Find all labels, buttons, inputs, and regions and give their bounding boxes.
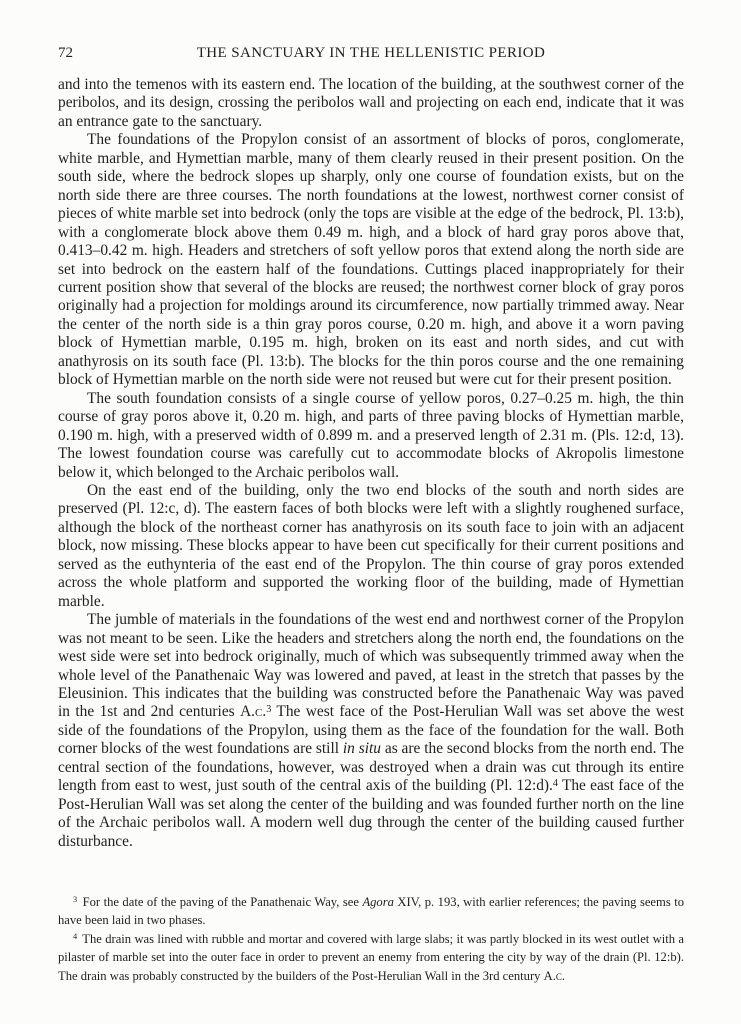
footnote xyxy=(58,893,684,930)
smallcaps-text-run: A.c. xyxy=(240,703,267,721)
text-run: The drain was lined with rubble and mortar and covered with large slabs; it was partly blocked in its west outlet with a pilaster of marble set into the outer face in order to prevent an enemy from entering the city by way of the drain (Pl. 12:b). The drain was probably constructed by the builders of the Post-Herulian Wall in the 3rd century xyxy=(58,931,684,983)
italic-text-run: in situ xyxy=(342,740,381,758)
paragraph xyxy=(58,482,684,611)
text-run: For the date of the paving of the Panathenaic Way, see xyxy=(79,895,363,909)
footnote-ref: 3 xyxy=(266,703,272,715)
text-run: The jumble of materials in the foundations of the west end and northwest corner of the Propylon was not meant to be seen. Like the headers and stretchers along the north end, the foundations on the west side were set into bedrock originally, much of which was subsequently trimmed away when the whole level of the Panathenaic Way was lowered and paved, at least in the stretch that passes by the Eleusinion. This indicates that the building was constructed before the Panathenaic Way was paved in the 1st and 2nd centuries xyxy=(58,611,684,721)
paragraph xyxy=(58,131,684,389)
footnotes xyxy=(58,893,684,985)
footnote-marker: 3 xyxy=(73,895,78,905)
text-run: and into the temenos with its eastern end. The location of the building, at the southwest corner of the peribolos, and its design, crossing the peribolos wall and projecting on each end, indicate that it was an entrance gate to the sanctuary. xyxy=(58,76,684,130)
running-header xyxy=(58,45,684,65)
footnote xyxy=(58,930,684,985)
italic-text-run: Agora xyxy=(362,895,394,909)
footnote-marker: 4 xyxy=(73,932,78,942)
text-run: as are the second blocks from the north end. The central section of the foundations, however, was destroyed when a drain was cut through its entire length from east to west, just south of the central axis of the building (Pl. 12:d). xyxy=(58,740,685,795)
paragraph xyxy=(58,390,684,482)
text-run: The east face of the Post-Herulian Wall was set along the center of the building and was founded further north on the line of the Archaic peribolos wall. A modern well dug through the center of the building caused further disturbance. xyxy=(58,777,685,850)
text-run: The south foundation consists of a single course of yellow poros, 0.27–0.25 m. high, the thin course of gray poros above it, 0.20 m. high, and parts of three paving blocks of Hymettian marble, 0.190 m. high, with a preserved width of 0.899 m. and a preserved length of 2.31 m. (Pls. 12:d, 13). The lowest foundation course was carefully cut to accommodate blocks of Akropolis limestone below it, which belonged to the Archaic peribolos wall. xyxy=(58,389,684,481)
paragraph xyxy=(58,76,684,131)
text-run: On the east end of the building, only the two end blocks of the south and north sides are preserved (Pl. 12:c, d). The eastern faces of both blocks were left with a slightly roughened surface, although the block of the northeast corner has anathyrosis on its south face to join with an adjacent block, now missing. These blocks appear to have been cut specifically for their current positions and served as the euthynteria of the east end of the Propylon. The thin course of gray poros extended across the whole platform and supported the working floor of the building, made of Hymettian marble. xyxy=(58,481,684,610)
text-run: The west face of the Post-Herulian Wall was set above the west side of the foundations of the Propylon, using them as the face of the foundation for the wall. Both corner blocks of the west foundations are still xyxy=(58,703,684,758)
smallcaps-text-run: A.c. xyxy=(543,968,565,983)
running-title: THE SANCTUARY IN THE HELLENISTIC PERIOD xyxy=(196,45,546,61)
text-run: The foundations of the Propylon consist of an assortment of blocks of poros, conglomerate, white marble, and Hymettian marble, many of them clearly reused in their present position. On the south side, where the bedrock slopes up sharply, only one course of foundation exists, but on the north side there are three courses. The north foundations at the lowest, northwest corner consist of pieces of white marble set into bedrock (only the tops are visible at the edge of the bedrock, Pl. 13:b), with a conglomerate block above them 0.49 m. high, and a block of hard gray poros above that, 0.413–0.42 m. high. Headers and stretchers of soft yellow poros that extend along the north side are set into bedrock on the eastern half of the foundations. Cuttings placed inappropriately for their current position show that several of the blocks are reused; the northwest corner block of gray poros originally had a projection for moldings around its circumference, now partially trimmed away. Near the center of the north side is a thin gray poros course, 0.20 m. high, and above it a worn paving block of Hymettian marble, 0.195 m. high, broken on its east and north sides, and cut with anathyrosis on its south face (Pl. 13:b). The blocks for the thin poros course and the one remaining block of Hymettian marble on the north side were not reused but were cut for their present position. xyxy=(58,131,684,389)
body-text xyxy=(58,76,684,851)
text-run: XIV, p. 193, with earlier references; the paving seems to have been laid in two phases. xyxy=(58,895,684,928)
footnote-ref: 4 xyxy=(552,777,558,789)
page-number: 72 xyxy=(58,45,73,61)
paragraph xyxy=(58,611,684,851)
